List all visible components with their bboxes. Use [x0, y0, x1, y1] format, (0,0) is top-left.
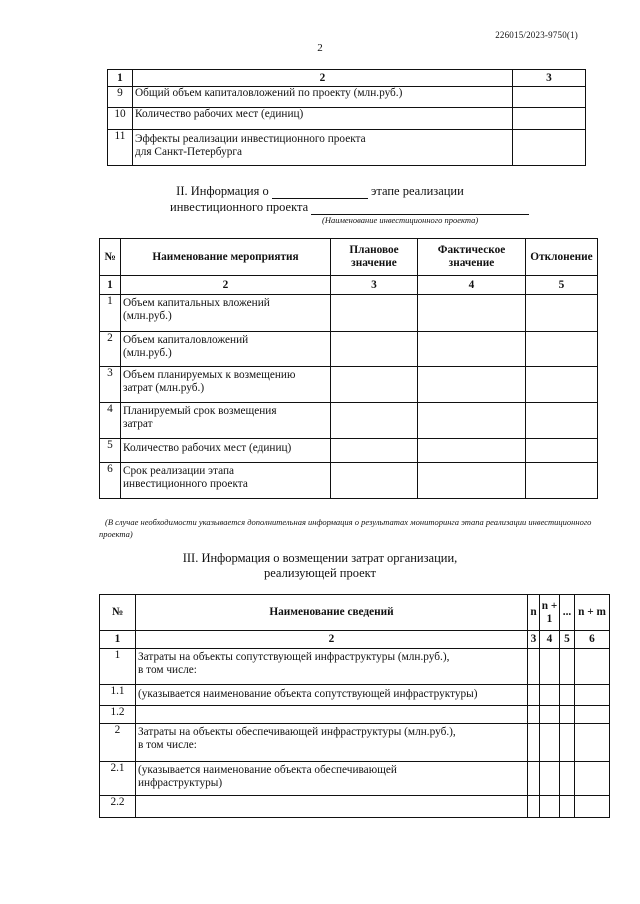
row-value	[513, 108, 586, 130]
deviation-cell	[526, 403, 598, 439]
table-row	[100, 685, 610, 706]
section-2-title: II. Информация о этапе реализации	[176, 184, 464, 198]
row-text: Объем капитальных вложений (млн.руб.)	[121, 295, 331, 332]
column-number: 4	[540, 631, 560, 649]
actual-cell	[418, 463, 526, 499]
table-row	[100, 796, 610, 818]
row-number: 1	[100, 295, 121, 332]
header-number: №	[100, 239, 121, 276]
table-row	[100, 403, 598, 439]
table-row	[108, 87, 586, 108]
column-number: 1	[100, 631, 136, 649]
row-text: Затраты на объекты сопутствующей инфраструктуры (млн.руб.), в том числе:	[136, 649, 528, 685]
row-number: 1	[100, 649, 136, 685]
row-text: Эффекты реализации инвестиционного проекта для Санкт-Петербурга	[133, 130, 513, 166]
deviation-cell	[526, 439, 598, 463]
table-row	[100, 724, 610, 762]
column-number: 1	[100, 276, 121, 295]
row-number: 3	[100, 367, 121, 403]
row-text: Затраты на объекты обеспечивающей инфраструктуры (млн.руб.), в том числе:	[136, 724, 528, 762]
column-number: 2	[133, 70, 513, 87]
planned-cell	[331, 295, 418, 332]
row-text: Объем капиталовложений (млн.руб.)	[121, 332, 331, 367]
column-number: 5	[526, 276, 598, 295]
planned-cell	[331, 463, 418, 499]
row-value	[513, 130, 586, 166]
actual-cell	[418, 439, 526, 463]
table-row	[100, 649, 610, 685]
page-number: 2	[317, 42, 323, 54]
column-number: 3	[513, 70, 586, 87]
deviation-cell	[526, 463, 598, 499]
column-number: 2	[136, 631, 528, 649]
row-number: 10	[108, 108, 133, 130]
header-year-n-plus-1: n + 1	[540, 595, 560, 631]
row-text: (указывается наименование объекта сопутствующей инфраструктуры)	[136, 685, 528, 706]
row-text: Срок реализации этапа инвестиционного проекта	[121, 463, 331, 499]
header-year-n: n	[528, 595, 540, 631]
planned-cell	[331, 439, 418, 463]
row-text: Количество рабочих мест (единиц)	[133, 108, 513, 130]
project-name-hint: (Наименование инвестиционного проекта)	[322, 215, 479, 225]
stage-info-table	[99, 238, 598, 499]
row-number: 6	[100, 463, 121, 499]
column-number: 3	[528, 631, 540, 649]
cost-compensation-table	[99, 594, 610, 818]
column-number: 6	[575, 631, 610, 649]
header-ellipsis: ...	[560, 595, 575, 631]
document-number: 226015/2023-9750(1)	[495, 30, 578, 40]
table-row	[100, 332, 598, 367]
header-year-n-plus-m: n + m	[575, 595, 610, 631]
column-number: 4	[418, 276, 526, 295]
actual-cell	[418, 332, 526, 367]
row-text: (указывается наименование объекта обеспечивающей инфраструктуры)	[136, 762, 528, 796]
row-text: Планируемый срок возмещения затрат	[121, 403, 331, 439]
row-number: 11	[108, 130, 133, 166]
table-row	[100, 367, 598, 403]
row-text	[136, 706, 528, 724]
row-number: 5	[100, 439, 121, 463]
actual-cell	[418, 367, 526, 403]
deviation-cell	[526, 332, 598, 367]
planned-cell	[331, 332, 418, 367]
column-number: 5	[560, 631, 575, 649]
row-number: 1.2	[100, 706, 136, 724]
row-number: 9	[108, 87, 133, 108]
row-text: Объем планируемых к возмещению затрат (млн.руб.)	[121, 367, 331, 403]
column-number: 3	[331, 276, 418, 295]
header-planned-value: Плановое значение	[331, 239, 418, 276]
project-info-table	[107, 69, 586, 166]
row-value	[513, 87, 586, 108]
header-actual-value: Фактическое значение	[418, 239, 526, 276]
actual-cell	[418, 295, 526, 332]
row-text: Общий объем капиталовложений по проекту (млн.руб.)	[133, 87, 513, 108]
header-number: №	[100, 595, 136, 631]
table-row	[100, 463, 598, 499]
row-number: 2.1	[100, 762, 136, 796]
column-number: 2	[121, 276, 331, 295]
table-row	[100, 762, 610, 796]
section-2-title-line2: инвестиционного проекта	[170, 200, 529, 215]
table-row	[108, 108, 586, 130]
row-number: 2	[100, 332, 121, 367]
actual-cell	[418, 403, 526, 439]
table-row	[100, 295, 598, 332]
row-number: 4	[100, 403, 121, 439]
row-number: 1.1	[100, 685, 136, 706]
monitoring-note: (В случае необходимости указывается дополнительная информация о результатах мониторинга этапа реализации инвестиционного проекта)	[99, 517, 592, 539]
column-number: 1	[108, 70, 133, 87]
header-deviation: Отклонение	[526, 239, 598, 276]
section-3-title: III. Информация о возмещении затрат организации, реализующей проект	[182, 551, 458, 580]
stage-blank-line	[272, 198, 368, 199]
row-text	[136, 796, 528, 818]
planned-cell	[331, 403, 418, 439]
deviation-cell	[526, 367, 598, 403]
planned-cell	[331, 367, 418, 403]
table-row	[100, 439, 598, 463]
row-number: 2.2	[100, 796, 136, 818]
deviation-cell	[526, 295, 598, 332]
header-activity-name: Наименование мероприятия	[121, 239, 331, 276]
table-row	[108, 130, 586, 166]
header-information-name: Наименование сведений	[136, 595, 528, 631]
table-row	[100, 706, 610, 724]
row-number: 2	[100, 724, 136, 762]
row-text: Количество рабочих мест (единиц)	[121, 439, 331, 463]
